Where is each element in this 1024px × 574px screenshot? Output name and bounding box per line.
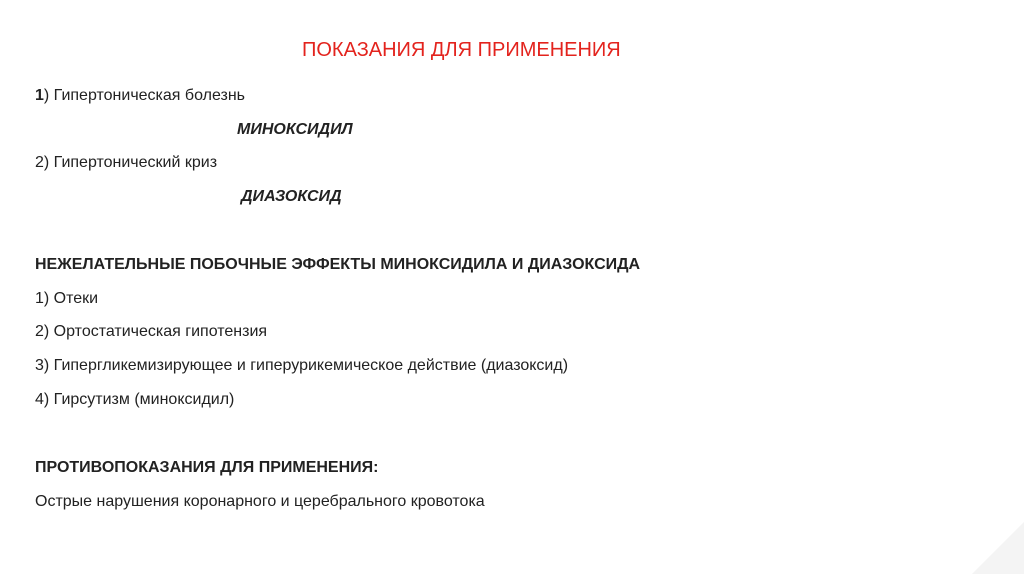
side-effect-item: 1) Отеки [35,290,99,307]
contraindications-text: Острые нарушения коронарного и церебрального кровотока [35,493,485,510]
side-effect-item: 2) Ортостатическая гипотензия [35,323,268,340]
indication-item-1 [35,86,245,106]
indication-item-1-number: 1 [35,87,44,104]
indication-item-2: 2) Гипертонический криз [35,154,218,171]
contraindications-heading: ПРОТИВОПОКАЗАНИЯ ДЛЯ ПРИМЕНЕНИЯ: [35,459,379,476]
side-effect-item: 4) Гирсутизм (миноксидил) [35,391,235,408]
slide-title: ПОКАЗАНИЯ ДЛЯ ПРИМЕНЕНИЯ [302,39,621,61]
corner-decoration [964,514,1024,574]
drug-diazoxide: ДИАЗОКСИД [241,188,342,205]
indication-item-1-text: ) Гипертоническая болезнь [43,87,246,104]
side-effects-heading: НЕЖЕЛАТЕЛЬНЫЕ ПОБОЧНЫЕ ЭФФЕКТЫ МИНОКСИДИЛА И ДИАЗОКСИДА [35,256,641,273]
drug-minoxidil: МИНОКСИДИЛ [237,121,353,138]
side-effect-item: 3) Гипергликемизирующее и гиперурикемическое действие (диазоксид) [35,357,569,374]
